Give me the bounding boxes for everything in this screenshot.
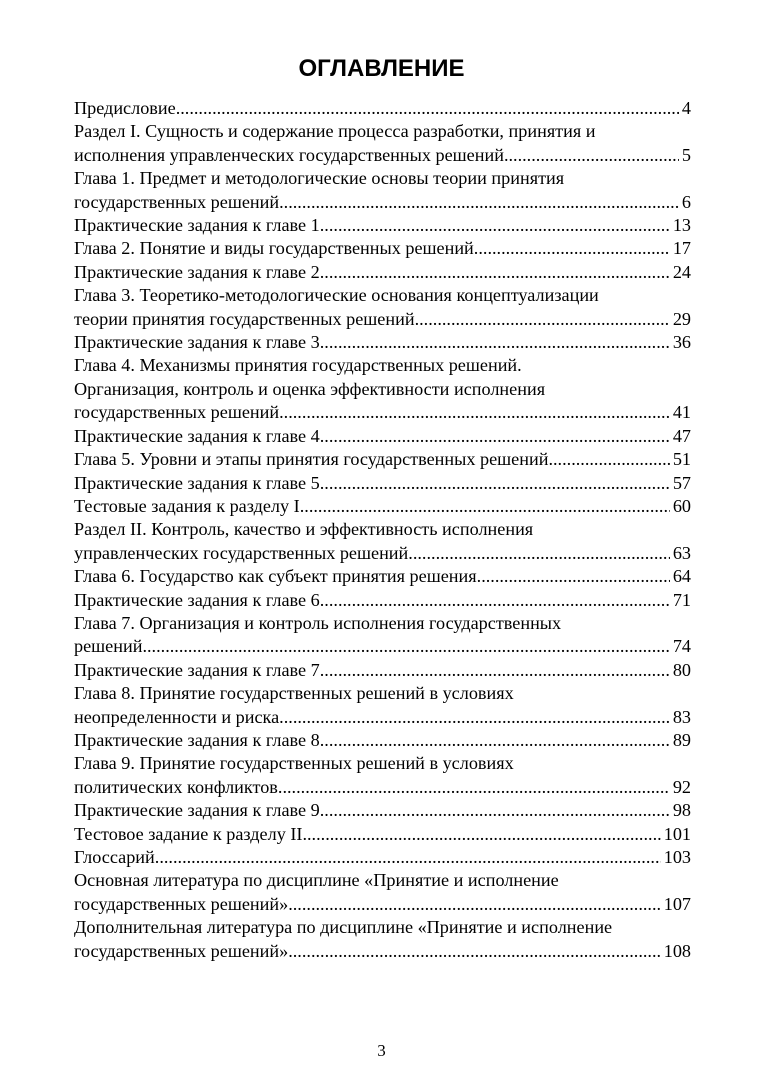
toc-entry xyxy=(74,846,691,869)
toc-entry-title: Практические задания к главе 3 xyxy=(74,332,320,353)
dot-leader xyxy=(288,940,661,963)
toc-page-number: 36 xyxy=(672,332,691,353)
dot-leader xyxy=(320,589,670,612)
dot-leader xyxy=(320,425,670,448)
toc-entry xyxy=(74,354,691,424)
toc-entry-last-line xyxy=(74,261,691,284)
toc-entry xyxy=(74,97,691,120)
dot-leader xyxy=(320,729,670,752)
toc-entry-line: Глава 9. Принятие государственных решений в условиях xyxy=(74,753,514,774)
toc-entry-last-line xyxy=(74,776,691,799)
toc-entry-last-line xyxy=(74,425,691,448)
toc-entry-last-line xyxy=(74,237,691,260)
toc-entry xyxy=(74,261,691,284)
toc-entry-line: Глава 4. Механизмы принятия государственных решений. xyxy=(74,355,522,376)
dot-leader xyxy=(300,495,670,518)
toc-entry-title: Практические задания к главе 5 xyxy=(74,472,320,493)
toc-entry-last-line xyxy=(74,589,691,612)
toc-entry-last-line xyxy=(74,472,691,495)
dot-leader xyxy=(504,144,679,167)
toc-entry-last-line xyxy=(74,331,691,354)
toc-entry-last-line xyxy=(74,191,691,214)
page-title: ОГЛАВЛЕНИЕ xyxy=(298,55,465,82)
toc-entry-title: Практические задания к главе 6 xyxy=(74,589,320,610)
toc-page-number: 47 xyxy=(672,425,691,446)
dot-leader xyxy=(548,448,669,471)
toc-entry-title: Практические задания к главе 1 xyxy=(74,215,320,236)
toc-entry-last-line xyxy=(74,846,691,869)
toc-entry-line: Глава 8. Принятие государственных решений в условиях xyxy=(74,683,514,704)
toc-entry-title: Глава 6. Государство как субъект принятия решения xyxy=(74,566,477,587)
toc-entry-title: политических конфликтов xyxy=(74,776,278,797)
dot-leader xyxy=(474,237,670,260)
dot-leader xyxy=(320,261,670,284)
dot-leader xyxy=(302,823,660,846)
toc-page-number: 98 xyxy=(672,800,691,821)
toc-page-number: 5 xyxy=(681,144,691,165)
toc-page-number: 74 xyxy=(672,636,691,657)
toc-entry-title: исполнения управленческих государственных решений xyxy=(74,144,504,165)
dot-leader xyxy=(176,97,679,120)
toc-entry-last-line xyxy=(74,635,691,658)
toc-entry-line: Раздел I. Сущность и содержание процесса разработки, принятия и xyxy=(74,121,596,142)
toc-entry-line: Организация, контроль и оценка эффективности исполнения xyxy=(74,378,546,399)
toc-entry-title: Глоссарий xyxy=(74,847,155,867)
toc-entry xyxy=(74,823,691,846)
toc-entry-title: Практические задания к главе 7 xyxy=(74,659,320,680)
toc-page-number: 64 xyxy=(672,566,691,587)
toc-entry-title: Тестовое задание к разделу II xyxy=(74,823,303,844)
toc-entry xyxy=(74,729,691,752)
toc-entry-title: государственных решений» xyxy=(74,893,289,914)
toc-entry xyxy=(74,612,691,659)
toc-entry-title: Глава 2. Понятие и виды государственных решений xyxy=(74,238,474,259)
toc-page-number: 24 xyxy=(672,261,691,282)
toc-page-number: 107 xyxy=(663,893,691,914)
toc-page-number: 80 xyxy=(672,659,691,680)
toc-page-number: 89 xyxy=(672,729,691,750)
toc-entry-last-line xyxy=(74,940,691,963)
toc-entry-title: теории принятия государственных решений xyxy=(74,308,415,329)
toc-page-number: 103 xyxy=(663,847,691,867)
toc-entry xyxy=(74,518,691,565)
toc-entry-last-line xyxy=(74,706,691,729)
toc-page-number: 63 xyxy=(672,542,691,563)
dot-leader xyxy=(320,214,670,237)
toc-entry xyxy=(74,869,691,916)
dot-leader xyxy=(288,893,661,916)
toc-entry xyxy=(74,448,691,471)
toc-entry xyxy=(74,284,691,331)
dot-leader xyxy=(320,659,670,682)
dot-leader xyxy=(279,191,679,214)
toc-page-number: 71 xyxy=(672,589,691,610)
toc-entry-title: Практические задания к главе 9 xyxy=(74,800,320,821)
toc-entry-line: Раздел II. Контроль, качество и эффективность исполнения xyxy=(74,519,534,540)
toc-entry xyxy=(74,682,691,729)
toc-entry-title: государственных решений» xyxy=(74,940,289,961)
toc-entry xyxy=(74,916,691,963)
toc-entry-last-line xyxy=(74,893,691,916)
toc-entry-last-line xyxy=(74,659,691,682)
toc-page-number: 108 xyxy=(663,940,691,961)
toc-entry-last-line xyxy=(74,565,691,588)
toc-entry xyxy=(74,799,691,822)
toc-entry-last-line xyxy=(74,144,691,167)
dot-leader xyxy=(408,542,670,565)
toc-entry-line: Глава 7. Организация и контроль исполнения государственных xyxy=(74,612,562,633)
toc-entry-last-line xyxy=(74,401,691,424)
toc-entry-title: Предисловие xyxy=(74,98,176,118)
toc-page-number: 6 xyxy=(681,191,691,212)
toc-entry xyxy=(74,237,691,260)
toc-entry xyxy=(74,120,691,167)
toc-page-number: 41 xyxy=(672,402,691,423)
toc-entry-last-line xyxy=(74,799,691,822)
toc-entry-last-line xyxy=(74,729,691,752)
dot-leader xyxy=(320,799,670,822)
toc-entry xyxy=(74,565,691,588)
dot-leader xyxy=(142,635,669,658)
toc-entry-title: решений xyxy=(74,636,143,657)
toc-entry-last-line xyxy=(74,448,691,471)
toc-entry-line: Основная литература по дисциплине «Принятие и исполнение xyxy=(74,870,559,891)
toc-page-number: 57 xyxy=(672,472,691,493)
toc-entry-title: Практические задания к главе 2 xyxy=(74,261,320,282)
toc-entry-last-line xyxy=(74,214,691,237)
toc-entry-last-line xyxy=(74,495,691,518)
toc-entry-line: Глава 1. Предмет и методологические основы теории принятия xyxy=(74,168,565,189)
toc-entry-title: Тестовые задания к разделу I xyxy=(74,495,300,516)
toc-entry xyxy=(74,331,691,354)
toc-page-number: 83 xyxy=(672,706,691,727)
toc-entry-title: неопределенности и риска xyxy=(74,706,280,727)
dot-leader xyxy=(279,401,670,424)
toc-entry-last-line xyxy=(74,97,691,120)
toc-entry xyxy=(74,425,691,448)
toc-entry-last-line xyxy=(74,308,691,331)
toc-entry-title: управленческих государственных решений xyxy=(74,542,409,563)
toc-entry xyxy=(74,589,691,612)
toc-entry xyxy=(74,472,691,495)
dot-leader xyxy=(155,846,661,869)
toc-page-number: 4 xyxy=(681,98,691,118)
toc-entry-title: государственных решений xyxy=(74,191,280,212)
toc-entry xyxy=(74,167,691,214)
dot-leader xyxy=(477,565,670,588)
dot-leader xyxy=(279,706,670,729)
toc-entry-last-line xyxy=(74,542,691,565)
dot-leader xyxy=(278,776,670,799)
dot-leader xyxy=(415,308,670,331)
toc-page-number: 60 xyxy=(672,495,691,516)
dot-leader xyxy=(320,331,670,354)
toc-entry-title: Глава 5. Уровни и этапы принятия государственных решений xyxy=(74,449,549,470)
toc-entry-line: Дополнительная литература по дисциплине «Принятие и исполнение xyxy=(74,917,613,938)
toc-entry xyxy=(74,752,691,799)
toc-entry-title: государственных решений xyxy=(74,402,280,423)
toc-entry-title: Практические задания к главе 4 xyxy=(74,425,320,446)
toc-entry xyxy=(74,495,691,518)
toc-entry-title: Практические задания к главе 8 xyxy=(74,729,320,750)
page-number: 3 xyxy=(377,1041,386,1060)
toc-entry-last-line xyxy=(74,823,691,846)
table-of-contents xyxy=(74,97,691,963)
toc-page-number: 13 xyxy=(672,215,691,236)
toc-page-number: 17 xyxy=(672,238,691,259)
toc-entry-line: Глава 3. Теоретико-методологические основания концептуализации xyxy=(74,285,599,306)
toc-page-number: 29 xyxy=(672,308,691,329)
toc-page-number: 101 xyxy=(663,823,691,844)
toc-entry xyxy=(74,659,691,682)
dot-leader xyxy=(320,472,670,495)
toc-entry xyxy=(74,214,691,237)
toc-page-number: 92 xyxy=(672,776,691,797)
toc-page-number: 51 xyxy=(672,449,691,470)
